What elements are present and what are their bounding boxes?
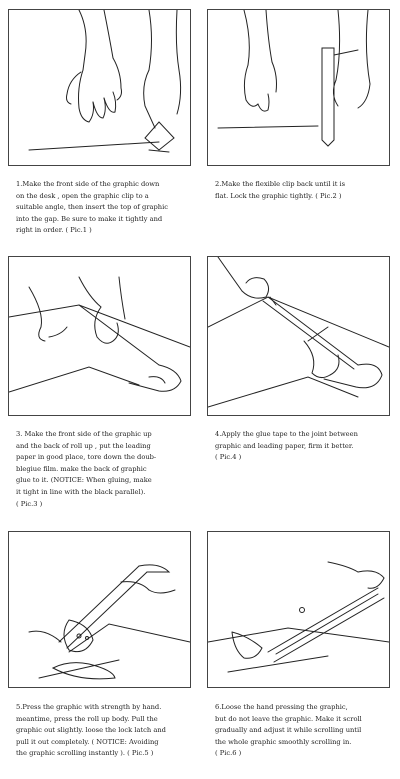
drawing-scrolling-graphic-in bbox=[208, 532, 389, 687]
step-3-caption: 3. Make the front side of the graphic up and the back of roll up , put the leading paper in good place, tore down the doub- blegiue film. make the back of graphic glue to it. (NOTICE: When gluing, make it tight in line with the black parallel). ( Pic.3 ) bbox=[16, 430, 157, 508]
drawing-clip-locked bbox=[208, 10, 389, 165]
drawing-pressing-roll-up-body bbox=[9, 532, 190, 687]
step-1-caption: 1.Make the front side of the graphic down on the desk , open the graphic clip to a suitable angle, then insert the top of graphic into the gap. Be sure to make it tightly and right in order. ( Pic.1 ) bbox=[16, 180, 168, 235]
illustration-pic-2 bbox=[207, 9, 390, 166]
step-4-caption: 4.Apply the glue tape to the joint between graphic and leading paper, firm it better. ( Pic.4 ) bbox=[215, 430, 358, 462]
illustration-pic-6 bbox=[207, 531, 390, 688]
step-2-caption: 2.Make the flexible clip back until it is flat. Lock the graphic tightly. ( Pic.2 ) bbox=[215, 180, 346, 200]
drawing-hand-inserting-graphic bbox=[9, 10, 190, 165]
step-5-caption: 5.Press the graphic with strength by hand. meantime, press the roll up body. Pull the graphic out slightly. loose the lock latch and pull it out completely. ( NOTICE: Avoiding the graphic scrolling instantly ). ( Pic.5 ) bbox=[16, 703, 166, 758]
illustration-pic-3 bbox=[8, 256, 191, 416]
drawing-gluing-leading-paper bbox=[9, 257, 190, 415]
illustration-pic-1 bbox=[8, 9, 191, 166]
drawing-applying-glue-tape bbox=[208, 257, 389, 415]
illustration-pic-4 bbox=[207, 256, 390, 416]
illustration-pic-5 bbox=[8, 531, 191, 688]
step-6-caption: 6.Loose the hand pressing the graphic, but do not leave the graphic. Make it scroll gradually and adjust it while scrolling until the whole graphic smoothly scrolling in. ( Pic.6 ) bbox=[215, 703, 362, 758]
